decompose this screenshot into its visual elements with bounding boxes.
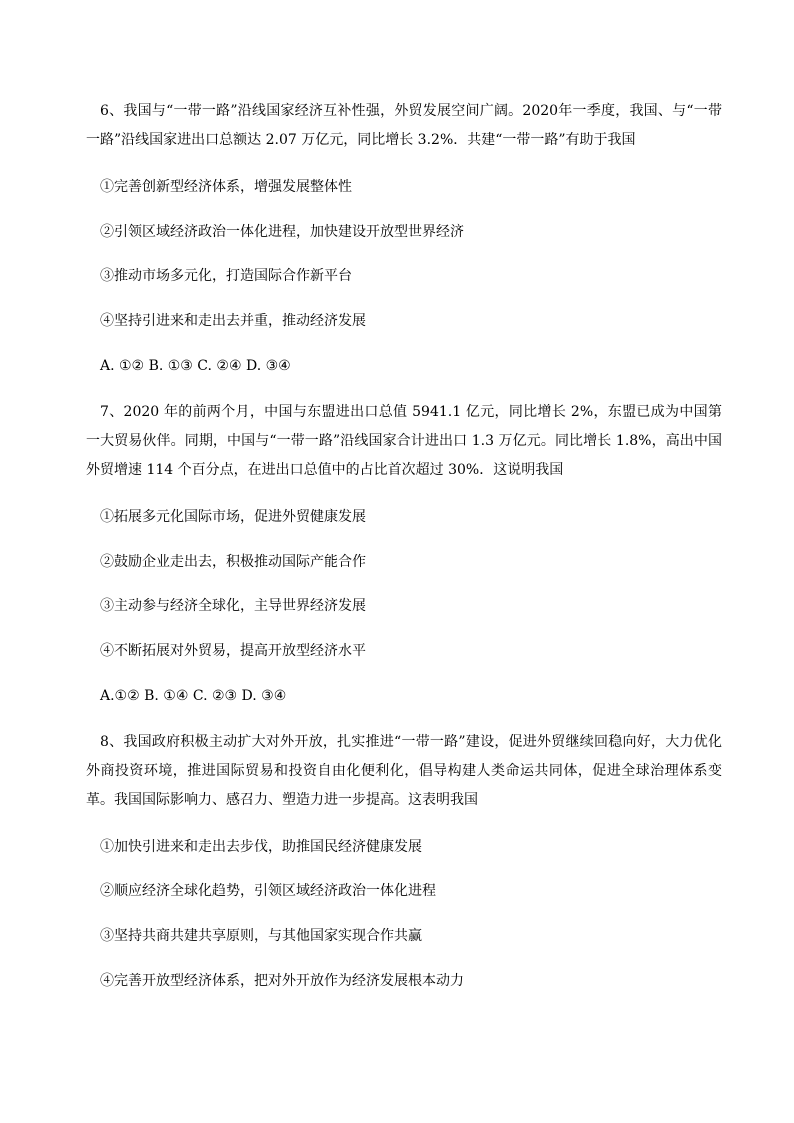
question-8-option-2: ②顺应经济全球化趋势，引领区域经济政治一体化进程 <box>100 883 436 899</box>
question-8-option-1: ①加快引进来和走出去步伐，助推国民经济健康发展 <box>100 839 422 855</box>
question-6-option-1: ①完善创新型经济体系，增强发展整体性 <box>100 179 352 195</box>
question-6-answer-choices: A. ①② B. ①③ C. ②④ D. ③④ <box>100 358 291 374</box>
question-7-option-1: ①拓展多元化国际市场，促进外贸健康发展 <box>100 509 366 525</box>
question-6-option-3: ③推动市场多元化，打造国际合作新平台 <box>100 268 352 284</box>
question-7-option-3: ③主动参与经济全球化，主导世界经济发展 <box>100 598 366 614</box>
question-8-option-4: ④完善开放型经济体系，把对外开放作为经济发展根本动力 <box>100 973 464 989</box>
question-7-stem: 7、2020 年的前两个月，中国与东盟进出口总值 5941.1 亿元，同比增长 2%，东盟已成为中国第一大贸易伙伴。同期，中国与“一带一路”沿线国家合计进出口 1.3 万亿元。同比增长 1.8%，高出中国外贸增速 114 个百分点，在进出口总值中的占比首次超过 30%．这说明我国 <box>86 404 722 478</box>
question-7-answer-choices: A.①② B. ①④ C. ②③ D. ③④ <box>100 688 287 704</box>
question-6-option-2: ②引领区域经济政治一体化进程，加快建设开放型世界经济 <box>100 224 464 240</box>
question-8-stem: 8、我国政府积极主动扩大对外开放，扎实推进“一带一路”建设，促进外贸继续回稳向好，大力优化外商投资环境，推进国际贸易和投资自由化便利化，倡导构建人类命运共同体，促进全球治理体系变革。我国国际影响力、感召力、塑造力进一步提高。这表明我国 <box>86 734 722 808</box>
question-6-option-4: ④坚持引进来和走出去并重，推动经济发展 <box>100 313 366 329</box>
question-8-option-3: ③坚持共商共建共享原则，与其他国家实现合作共赢 <box>100 928 422 944</box>
question-7-option-2: ②鼓励企业走出去，积极推动国际产能合作 <box>100 554 366 570</box>
question-7-option-4: ④不断拓展对外贸易，提高开放型经济水平 <box>100 643 366 659</box>
question-6-stem: 6、我国与“一带一路”沿线国家经济互补性强，外贸发展空间广阔。2020年一季度，我国、与“一带一路”沿线国家进出口总额达 2.07 万亿元，同比增长 3.2%．共建“一带一路”有助于我国 <box>86 103 722 148</box>
